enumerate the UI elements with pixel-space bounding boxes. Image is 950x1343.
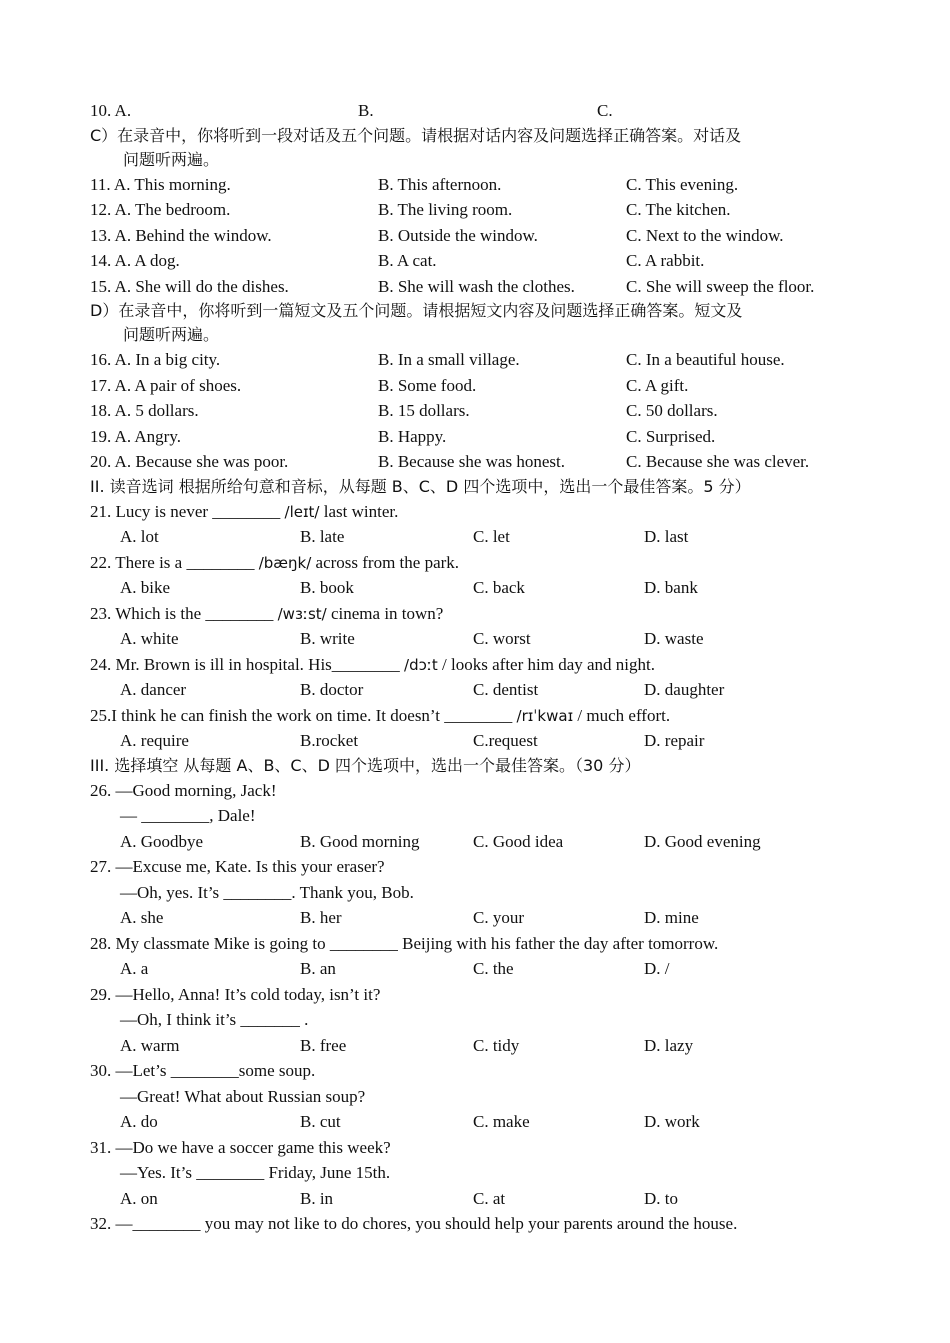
- question-26-options: [90, 829, 880, 855]
- section-d-instruction-cont: 问题听两遍。: [123, 325, 220, 344]
- exam-page: [90, 98, 880, 1237]
- option-d: D. daughter: [644, 680, 725, 699]
- question-stem: 25.I think he can finish the work on time. It doesn’t ________: [90, 705, 517, 725]
- option-c: C. tidy: [473, 1035, 520, 1055]
- question-22: [90, 550, 880, 576]
- option-a: A. Goodbye: [120, 831, 204, 851]
- option-a: A. white: [120, 629, 179, 648]
- option-b: B. 15 dollars.: [378, 401, 470, 420]
- option-a: A. do: [120, 1112, 158, 1131]
- option-a: 18. A. 5 dollars.: [90, 401, 199, 420]
- option-c: C. dentist: [473, 680, 539, 699]
- question-32: 32. —________ you may not like to do chores, you should help your parents around the house.: [90, 1214, 738, 1233]
- option-b: B. Outside the window.: [378, 225, 538, 245]
- option-a: 11. A. This morning.: [90, 174, 231, 194]
- phonetic: /bæŋk/: [258, 553, 312, 572]
- option-b: B. write: [300, 629, 355, 648]
- question-27-options: [90, 905, 880, 931]
- option-b: B. Because she was honest.: [378, 452, 565, 471]
- option-a: A. lot: [120, 527, 159, 546]
- option-b: B. Happy.: [378, 426, 447, 446]
- question-stem: 21. Lucy is never ________: [90, 501, 285, 521]
- option-b: B. cut: [300, 1112, 341, 1131]
- option-a: 13. A. Behind the window.: [90, 225, 272, 245]
- option-d: D. mine: [644, 908, 699, 927]
- question-23-options: [90, 626, 880, 652]
- option-a: 15. A. She will do the dishes.: [90, 276, 289, 296]
- option-c: C. The kitchen.: [626, 200, 731, 219]
- option-d: D. Good evening: [644, 831, 761, 851]
- option-b: B. She will wash the clothes.: [378, 276, 575, 296]
- question-24: [90, 652, 880, 678]
- question-25-options: [90, 728, 880, 754]
- option-b: B. Some food.: [378, 375, 477, 395]
- question-22-options: [90, 575, 880, 601]
- option-a: A. she: [120, 908, 164, 927]
- option-a: 12. A. The bedroom.: [90, 200, 231, 219]
- question-29: 29. —Hello, Anna! It’s cold today, isn’t it?: [90, 984, 381, 1004]
- question-stem: 24. Mr. Brown is ill in hospital. His________: [90, 654, 405, 674]
- option-a: A. dancer: [120, 680, 187, 699]
- question-28-options: [90, 956, 880, 982]
- option-c: C. This evening.: [626, 174, 739, 194]
- option-c: C. Good idea: [473, 831, 564, 851]
- question-29-options: [90, 1033, 880, 1059]
- option-c: C.request: [473, 731, 538, 750]
- phonetic: /dɔːt: [404, 655, 438, 674]
- question-25: [90, 703, 880, 729]
- option-d: D. work: [644, 1112, 700, 1131]
- question-27: 27. —Excuse me, Kate. Is this your eraser?: [90, 857, 385, 876]
- option-c: C. at: [473, 1188, 506, 1208]
- question-16: [90, 347, 880, 373]
- option-d: D. waste: [644, 629, 704, 648]
- option-b: B.rocket: [300, 731, 359, 750]
- question-21-options: [90, 524, 880, 550]
- question-31-reply: —Yes. It’s ________ Friday, June 15th.: [120, 1163, 391, 1182]
- question-15: [90, 274, 880, 300]
- option-a: A. warm: [120, 1035, 180, 1055]
- q10-option-b: B.: [358, 101, 374, 120]
- option-c: C. Next to the window.: [626, 225, 784, 245]
- option-c: C. She will sweep the floor.: [626, 276, 815, 296]
- q10-option-a: 10. A.: [90, 101, 132, 120]
- option-c: C. A gift.: [626, 375, 689, 395]
- section-c-instruction-cont: 问题听两遍。: [123, 149, 220, 169]
- question-stem: 23. Which is the ________: [90, 603, 278, 623]
- question-17: [90, 373, 880, 399]
- option-a: A. require: [120, 731, 189, 750]
- option-b: B. This afternoon.: [378, 174, 502, 194]
- option-b: B. book: [300, 578, 354, 597]
- question-27-reply: —Oh, yes. It’s ________. Thank you, Bob.: [120, 882, 414, 902]
- question-stem-end: across from the park.: [311, 552, 460, 572]
- question-stem-end: / looks after him day and night.: [437, 654, 655, 674]
- option-d: D. last: [644, 527, 689, 546]
- option-a: 16. A. In a big city.: [90, 350, 221, 369]
- question-20: [90, 449, 880, 475]
- question-30-reply: —Great! What about Russian soup?: [120, 1086, 366, 1106]
- question-19: [90, 424, 880, 450]
- section-ii-heading: II. 读音选词 根据所给句意和音标，从每题 B、C、D 四个选项中，选出一个最佳答案。5 分）: [90, 476, 751, 496]
- question-10: [90, 98, 880, 124]
- question-14: [90, 248, 880, 274]
- question-26: 26. —Good morning, Jack!: [90, 780, 277, 800]
- option-b: B. an: [300, 959, 336, 978]
- option-c: C. back: [473, 578, 525, 597]
- question-stem: 22. There is a ________: [90, 552, 259, 572]
- question-11: [90, 172, 880, 198]
- option-d: D. /: [644, 959, 670, 978]
- section-d-instruction: D）在录音中，你将听到一篇短文及五个问题。请根据短文内容及问题选择正确答案。短文及: [90, 301, 743, 320]
- question-stem-end: last winter.: [319, 501, 399, 521]
- question-23: [90, 601, 880, 627]
- phonetic: /wɜːst/: [277, 604, 327, 623]
- option-b: B. doctor: [300, 680, 364, 699]
- question-30: 30. —Let’s ________some soup.: [90, 1061, 316, 1080]
- phonetic: /leɪt/: [284, 502, 320, 521]
- section-iii-heading: III. 选择填空 从每题 A、B、C、D 四个选项中，选出一个最佳答案。（30 分）: [90, 755, 641, 775]
- question-29-reply: —Oh, I think it’s _______ .: [120, 1010, 309, 1029]
- option-c: C. Because she was clever.: [626, 452, 810, 471]
- option-d: D. bank: [644, 578, 698, 597]
- q10-option-c: C.: [597, 101, 613, 120]
- option-b: B. her: [300, 908, 342, 927]
- option-c: C. Surprised.: [626, 426, 716, 446]
- question-24-options: [90, 677, 880, 703]
- option-c: C. let: [473, 527, 510, 546]
- question-12: [90, 197, 880, 223]
- option-a: 17. A. A pair of shoes.: [90, 375, 242, 395]
- option-c: C. worst: [473, 629, 531, 648]
- question-31: 31. —Do we have a soccer game this week?: [90, 1137, 391, 1157]
- option-a: A. bike: [120, 578, 171, 597]
- question-stem-end: / much effort.: [573, 705, 671, 725]
- question-stem-end: cinema in town?: [326, 603, 444, 623]
- option-d: D. repair: [644, 731, 705, 750]
- option-b: B. Good morning: [300, 831, 420, 851]
- question-31-options: [90, 1186, 880, 1212]
- option-a: 19. A. Angry.: [90, 426, 181, 446]
- question-21: [90, 499, 880, 525]
- option-c: C. 50 dollars.: [626, 401, 718, 420]
- option-c: C. your: [473, 908, 524, 927]
- option-d: D. lazy: [644, 1035, 694, 1055]
- option-a: A. on: [120, 1188, 158, 1208]
- option-a: A. a: [120, 959, 149, 978]
- section-c-instruction: C）在录音中，你将听到一段对话及五个问题。请根据对话内容及问题选择正确答案。对话及: [90, 125, 742, 145]
- option-a: 14. A. A dog.: [90, 251, 180, 270]
- question-30-options: [90, 1109, 880, 1135]
- option-c: C. the: [473, 959, 514, 978]
- option-a: 20. A. Because she was poor.: [90, 452, 289, 471]
- option-c: C. In a beautiful house.: [626, 350, 785, 369]
- option-b: B. In a small village.: [378, 350, 520, 369]
- option-d: D. to: [644, 1188, 678, 1208]
- question-26-reply: — ________, Dale!: [120, 806, 256, 825]
- option-c: C. make: [473, 1112, 530, 1131]
- question-18: [90, 398, 880, 424]
- option-b: B. in: [300, 1188, 334, 1208]
- question-13: [90, 223, 880, 249]
- option-b: B. A cat.: [378, 251, 437, 270]
- option-b: B. late: [300, 527, 345, 546]
- option-b: B. free: [300, 1035, 347, 1055]
- option-b: B. The living room.: [378, 200, 513, 219]
- question-28: 28. My classmate Mike is going to ________ Beijing with his father the day after tomorrow.: [90, 933, 719, 953]
- option-c: C. A rabbit.: [626, 251, 705, 270]
- phonetic: /rɪˈkwaɪ: [516, 706, 574, 725]
